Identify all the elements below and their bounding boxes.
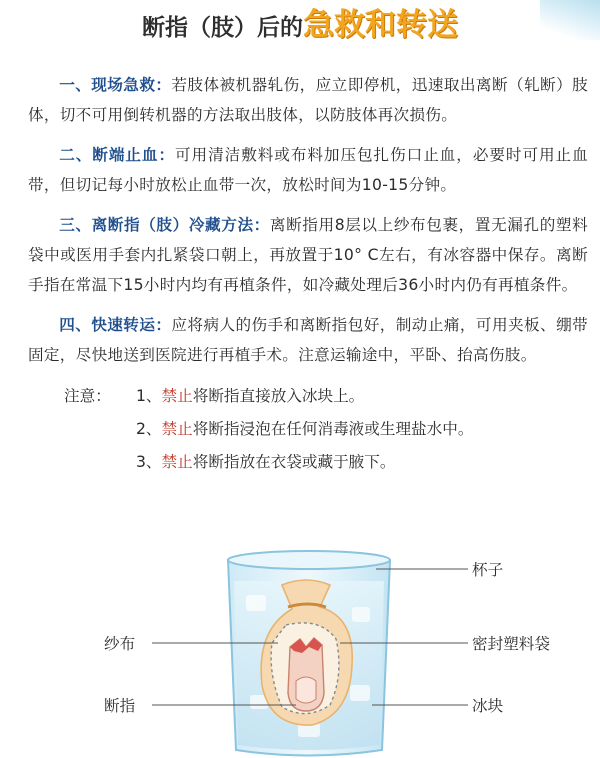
label-ice: 冰块 [472,697,504,715]
note-number: 2、 [136,420,162,438]
section-3 [28,210,588,300]
note-text: 将断指浸泡在任何消毒液或生理盐水中。 [192,420,474,438]
note-item-1 [28,380,588,413]
note-text: 将断指放在衣袋或藏于腋下。 [192,453,396,471]
label-gauze: 纱布 [104,635,136,653]
note-item-3 [28,446,588,479]
label-bag: 密封塑料袋 [472,635,550,653]
section-heading: 一、现场急救： [59,76,172,94]
title-part1: 断指（肢）后的 [142,15,303,41]
section-heading: 四、快速转运： [59,316,172,334]
section-text: 离断指用8层以上纱布包裹，置无漏孔的塑料袋中或医用手套内扎紧袋口朝上，再放置于10° C左右，有冰容器中保存。离断手指在常温下15小时内均有再植条件，如冷藏处理后36小时内仍有再植条件。 [28,216,589,294]
article-body [28,70,588,479]
section-text: 可用清洁敷料或布料加压包扎伤口止血，必要时可用止血带，但切记每小时放松止血带一次，放松时间为10-15分钟。 [28,146,588,194]
section-4 [28,310,588,370]
section-heading: 二、断端止血： [59,146,176,164]
section-1 [28,70,588,130]
ban-text: 禁止 [161,453,193,471]
title-part2: 急救和转送 [303,7,458,43]
section-heading: 三、离断指（肢）冷藏方法： [59,216,270,234]
label-finger: 断指 [104,697,136,715]
note-label: 注意： [64,387,111,405]
note-number: 1、 [136,387,162,405]
ban-text: 禁止 [161,420,193,438]
fingernail [296,677,316,703]
cup-rim [228,551,390,569]
section-2 [28,140,588,200]
ban-text: 禁止 [161,387,193,405]
note-number: 3、 [136,453,162,471]
note-item-2 [28,413,588,446]
note-text: 将断指直接放入冰块上。 [192,387,365,405]
storage-diagram [0,535,600,758]
section-text: 应将病人的伤手和离断指包好，制动止痛，可用夹板、绷带固定，尽快地送到医院进行再植手术。注意运输途中，平卧、抬高伤肢。 [28,316,588,364]
section-text: 若肢体被机器轧伤，应立即停机，迅速取出离断（轧断）肢体，切不可用倒转机器的方法取出肢体，以防肢体再次损伤。 [28,76,588,124]
page-title [0,2,600,48]
label-cup: 杯子 [472,561,504,579]
